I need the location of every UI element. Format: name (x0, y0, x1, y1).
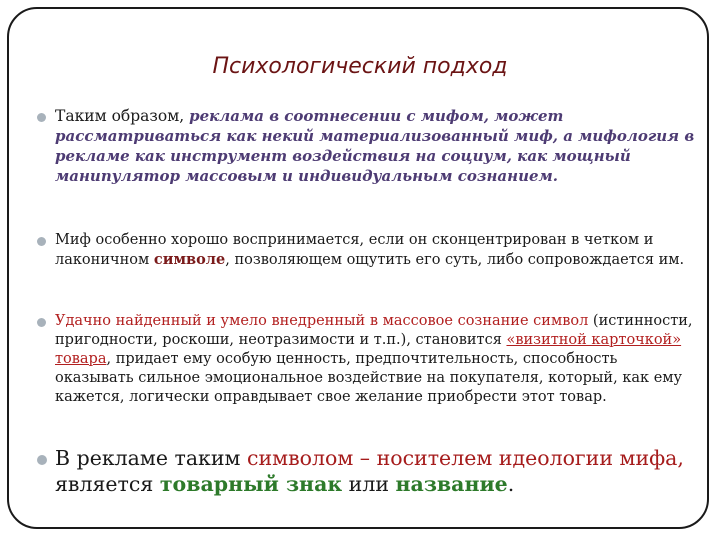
bullet-item (29, 231, 705, 270)
symbol-highlight: символе (153, 251, 226, 268)
bullet-dot-icon (37, 455, 47, 465)
bullet-dot-icon (37, 237, 46, 246)
bullet-text: В рекламе таким (55, 446, 247, 470)
name-phrase: название (395, 472, 508, 496)
bullet-text: Миф особенно хорошо воспринимается, если он сконцентрирован в четком и лаконичном (55, 232, 654, 268)
bullet-text: . (507, 472, 515, 496)
bullet-text: , придает ему особую ценность, предпочтительность, способность оказывать сильное эмоциональное воздействие на покупателя, который, как ему кажется, логически оправдывает свое желание приобрести этот товар. (55, 351, 683, 405)
bullet-lead-text: Таким образом, (55, 107, 190, 125)
symbol-phrase: символом – носителем идеологии мифа, (247, 446, 684, 470)
business-card-phrase: «визитной карточкой» товара (55, 332, 682, 367)
bullet-text: является (55, 472, 160, 496)
bullet-text: , позволяющем ощутить его суть, либо сопровождается им. (225, 252, 685, 268)
bullet-item (29, 312, 695, 407)
trademark-phrase: товарный знак (159, 472, 343, 496)
bullet-emphasis-text: реклама в соотнесении с мифом, может рассматриваться как некий материализованный миф, а мифология в рекламе как инструмент воздействия на социум, как мощный манипулятор массовым и индивидуальным сознанием. (55, 107, 695, 185)
bullet-dot-icon (37, 113, 46, 122)
slide-card (7, 7, 709, 529)
bullet-item (29, 107, 695, 187)
bullet-red-text: Удачно найденный и умело внедренный в массовое сознание символ (55, 313, 589, 329)
bullet-text: (истинности, пригодности, роскоши, неотразимости и т.п.), становится (55, 313, 693, 348)
bullet-item (29, 445, 705, 497)
bullet-dot-icon (37, 318, 46, 327)
bullet-text: или (342, 472, 396, 496)
slide-title: Психологический подход (212, 54, 508, 79)
